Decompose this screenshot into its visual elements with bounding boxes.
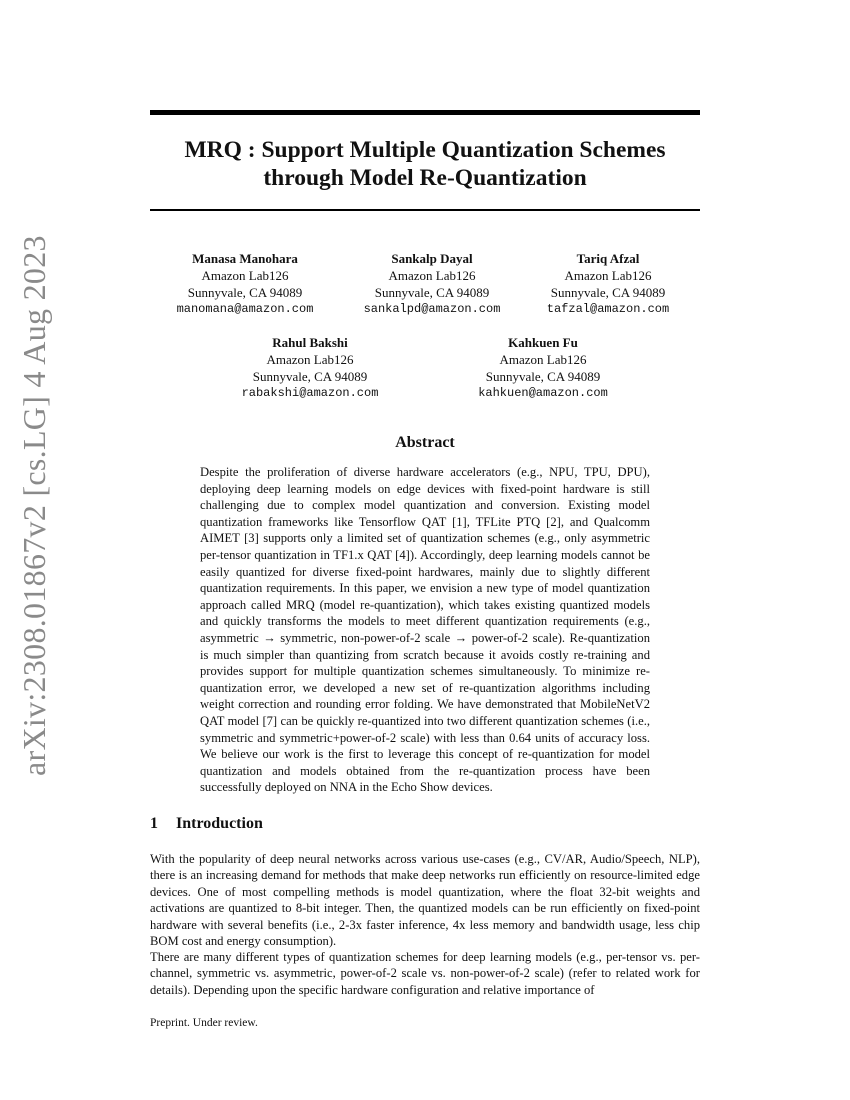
author-affiliation: Amazon Lab126 bbox=[388, 268, 476, 283]
author-name: Sankalp Dayal bbox=[391, 251, 473, 266]
author-location: Sunnyvale, CA 94089 bbox=[485, 369, 601, 384]
author-email: kahkuen@amazon.com bbox=[478, 386, 608, 400]
abstract-heading: Abstract bbox=[395, 434, 455, 451]
title-top-rule bbox=[150, 110, 700, 115]
author-email: manomana@amazon.com bbox=[176, 302, 314, 316]
author-name: Manasa Manohara bbox=[192, 251, 298, 266]
author-block bbox=[332, 250, 532, 318]
author-location: Sunnyvale, CA 94089 bbox=[550, 285, 666, 300]
section-number: 1 bbox=[150, 815, 158, 832]
paper-title bbox=[150, 136, 700, 192]
title-bottom-rule bbox=[150, 209, 700, 211]
section-title: Introduction bbox=[176, 815, 263, 832]
author-name: Kahkuen Fu bbox=[508, 335, 578, 350]
author-affiliation: Amazon Lab126 bbox=[266, 352, 354, 367]
author-affiliation: Amazon Lab126 bbox=[564, 268, 652, 283]
author-name: Tariq Afzal bbox=[576, 251, 640, 266]
author-affiliation: Amazon Lab126 bbox=[201, 268, 289, 283]
author-block bbox=[443, 334, 643, 402]
intro-paragraph-1: With the popularity of deep neural networks across various use-cases (e.g., CV/AR, Audio/Speech, NLP), there is an increasing demand for methods that make deep networks run efficiently on resource-limited edge devices. One of most compelling methods is model quantization, where the float 32-bit weights and activations are quantized to 8-bit integer. Then, the quantized models can be run efficiently on fixed-point hardware with several benefits (i.e., 2-3x faster inference, 4x less memory and bandwidth usage, less chip BOM cost and energy consumption). bbox=[150, 852, 700, 949]
author-affiliation: Amazon Lab126 bbox=[499, 352, 587, 367]
title-line-2: through Model Re-Quantization bbox=[263, 165, 587, 191]
author-location: Sunnyvale, CA 94089 bbox=[374, 285, 490, 300]
author-name: Rahul Bakshi bbox=[272, 335, 348, 350]
author-location: Sunnyvale, CA 94089 bbox=[187, 285, 303, 300]
arxiv-identifier: arXiv:2308.01867v2 [cs.LG] 4 Aug 2023 bbox=[16, 235, 52, 776]
author-email: tafzal@amazon.com bbox=[546, 302, 670, 316]
author-block bbox=[508, 250, 708, 318]
abstract-text: Despite the proliferation of diverse hardware accelerators (e.g., NPU, TPU, DPU), deploying deep learning models on edge devices with fixed-point hardware is still challenging due to complex model quantization and conversion. Existing model quantization frameworks like Tensorflow QAT [1], TFLite PTQ [2], and Qualcomm AIMET [3] supports only a limited set of quantization schemes (e.g., only asymmetric per-tensor quantization in TF1.x QAT [4]). Accordingly, deep learning models cannot be easily quantized for diverse fixed-point hardwares, mainly due to slightly different quantization requirements. In this paper, we envision a new type of model quantization approach called MRQ (model re-quantization), which takes existing quantized models and quickly transforms the models to meet different quantization requirements (e.g., asymmetric → symmetric, non-power-of-2 scale → power-of-2 scale). Re-quantization is much simpler than quantizing from scratch because it avoids costly re-training and provides support for multiple quantization schemes simultaneously. To minimize re-quantization error, we developed a new set of re-quantization algorithms including weight correction and rounding error folding. We have demonstrated that MobileNetV2 QAT model [7] can be quickly re-quantized into two different quantization schemes (i.e., symmetric and symmetric+power-of-2 scale) with less than 0.64 units of accuracy loss. We believe our work is the first to leverage this concept of re-quantization for model quantization and models obtained from the re-quantization process have been successfully deployed on NNA in the Echo Show devices. bbox=[200, 465, 650, 795]
section-heading bbox=[150, 815, 263, 833]
author-email: sankalpd@amazon.com bbox=[363, 302, 501, 316]
footer-note: Preprint. Under review. bbox=[150, 1017, 258, 1029]
title-line-1: MRQ : Support Multiple Quantization Schemes bbox=[184, 137, 666, 163]
author-location: Sunnyvale, CA 94089 bbox=[252, 369, 368, 384]
intro-paragraph-2: There are many different types of quantization schemes for deep learning models (e.g., per-tensor vs. per-channel, symmetric vs. asymmetric, power-of-2 scale vs. non-power-of-2 scale) (refer to related work for details). Depending upon the specific hardware configuration and relative importance of bbox=[150, 950, 700, 997]
author-email: rabakshi@amazon.com bbox=[241, 386, 379, 400]
author-block bbox=[210, 334, 410, 402]
author-block bbox=[145, 250, 345, 318]
